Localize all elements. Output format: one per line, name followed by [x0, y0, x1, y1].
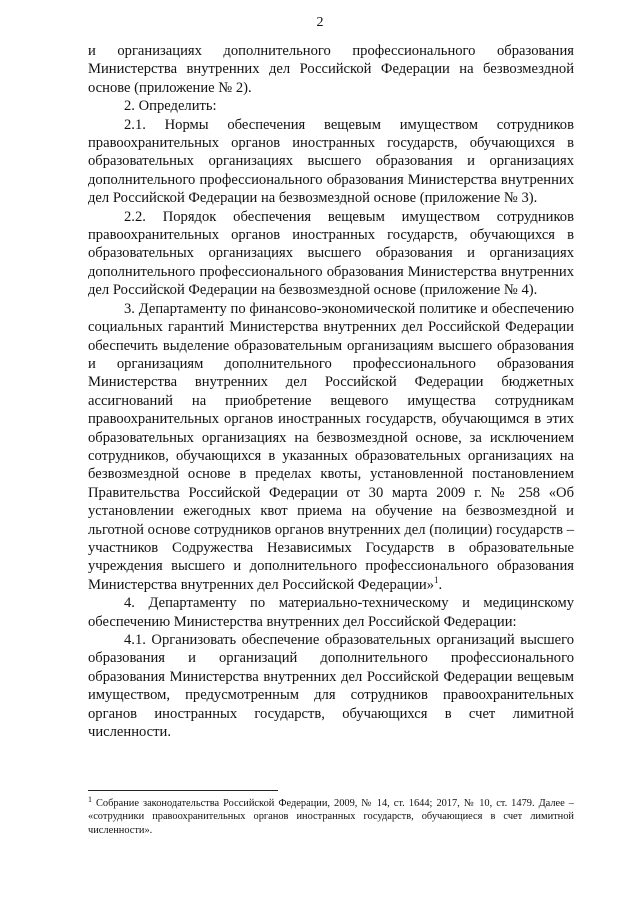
page-number: 2: [316, 15, 324, 30]
paragraph-4-1: 4.1. Организовать обеспечение образовательных организаций высшего образования и организаций дополнительного профессионального образования Министерства внутренних дел Российской Федерации вещевым имуществом, предусмотренным для сотрудников правоохранительных органов иностранных государств, обучающихся в счет лимитной численности.: [88, 632, 574, 741]
paragraph-2-heading: 2. Определить:: [124, 98, 217, 115]
paragraph-3: 3. Департаменту по финансово-экономической политике и обеспечению социальных гарантий Министерства внутренних дел Российской Федерации обеспечить выделение образовательным организациям высшего образования и организациям дополнительного профессионального образования Министерства внутренних дел Российской Федерации бюджетных ассигнований на приобретение вещевого имущества сотрудникам правоохранительных органов иностранных государств, обучающимся в этих образовательных организациях на безвозмездной основе, за исключением сотрудников, обучающихся в указанных образовательных организациях на безвозмездной основе в пределах квоты, установленной постановлением Правительства Российской Федерации от 30 марта 2009 г. № 258 «Об установлении ежегодных квот приема на обучение на безвозмездной и льготной основе сотрудников органов внутренних дел (полиции) государств – участников Содружества Независимых Государств в образовательные учреждения высшего и дополнительного профессионального образования Министерства внутренних дел Российской Федерации»$^1$.: [88, 300, 574, 593]
paragraph-3-text: 3. Департаменту по финансово-экономической политике и обеспечению социальных гарантий Министерства внутренних дел Российской Федерации обеспечить выделение образовательным организациям высшего образования и организациям дополнительного профессионального образования Министерства внутренних дел Российской Федерации бюджетных ассигнований на приобретение вещевого имущества сотрудникам правоохранительных органов иностранных государств, обучающимся в этих образовательных организациях на безвозмездной основе, за исключением сотрудников, обучающихся в указанных образовательных организациях на безвозмездной основе в пределах квоты, установленной постановлением Правительства Российской Федерации от 30 марта 2009 г. № 258 «Об установлении ежегодных квот приема на обучение на безвозмездной и льготной основе сотрудников органов внутренних дел (полиции) государств – участников Содружества Независимых Государств в образовательные учреждения высшего и дополнительного профессионального образования Министерства внутренних дел Российской Федерации»: [88, 300, 574, 593]
footnote-mark: 1: [88, 794, 92, 804]
document-body: [88, 42, 574, 741]
footnote-text: Собрание законодательства Российской Федерации, 2009, № 14, ст. 1644; 2017, № 10, ст. 1479. Далее – «сотрудники правоохранительных органов иностранных государств, обучающиеся в счет лимитной численности».: [88, 798, 574, 836]
footnote-reference: 1: [434, 574, 439, 585]
footnote-divider: [88, 790, 278, 791]
paragraph-2-1: 2.1. Нормы обеспечения вещевым имуществом сотрудников правоохранительных органов иностранных государств, обучающихся в образовательных организациях высшего образования и организациях дополнительного профессионального образования Министерства внутренних дел Российской Федерации на безвозмездной основе (приложение № 3).: [88, 116, 574, 207]
paragraph-2-2: 2.2. Порядок обеспечения вещевым имуществом сотрудников правоохранительных органов иностранных государств, обучающихся в образовательных организациях высшего образования и организациях дополнительного профессионального образования Министерства внутренних дел Российской Федерации на безвозмездной основе (приложение № 4).: [88, 208, 574, 299]
paragraph-continuation: и организациях дополнительного профессионального образования Министерства внутренних дел Российской Федерации на безвозмездной основе (приложение № 2).: [88, 43, 574, 96]
paragraph-4: 4. Департаменту по материально-техническому и медицинскому обеспечению Министерства внутренних дел Российской Федерации:: [88, 595, 574, 630]
footnote: [88, 794, 574, 837]
